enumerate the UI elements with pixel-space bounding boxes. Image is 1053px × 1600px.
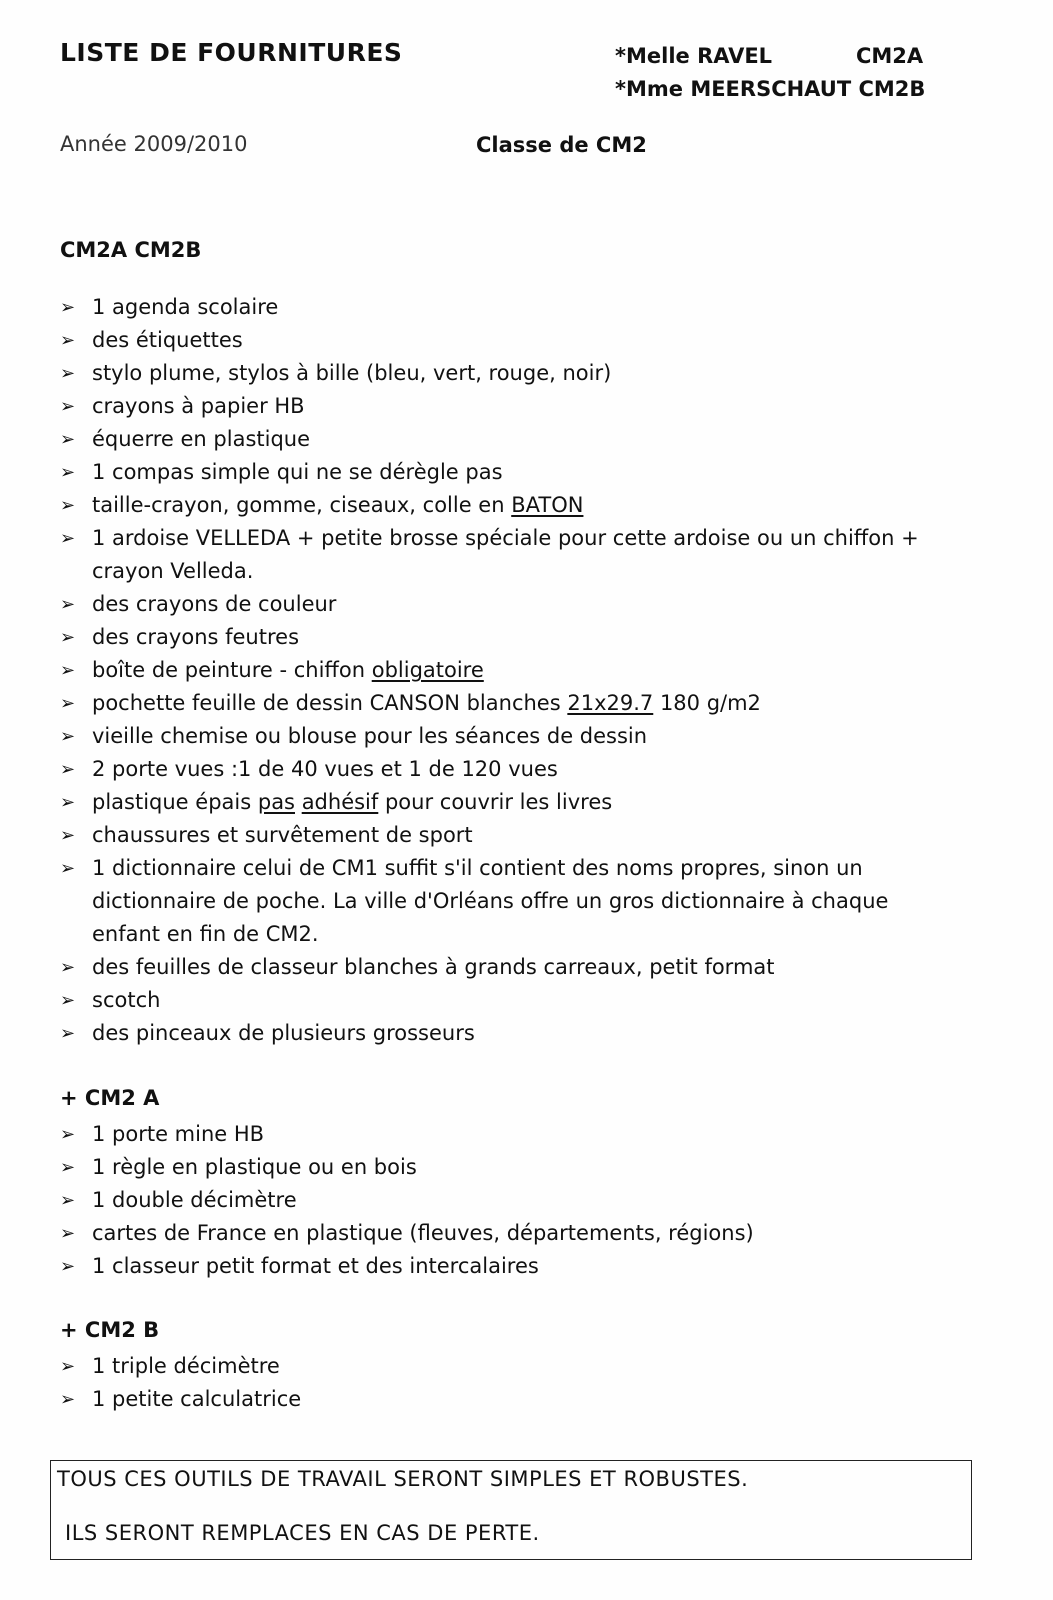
list-item-emphasis: BATON [511,493,584,517]
list-item-emphasis: adhésif [301,790,379,814]
list-item-text: pochette feuille de dessin CANSON blanches [92,691,568,715]
list-item-text: 1 agenda scolaire [92,295,279,319]
arrow-bullet-icon: ➢ [60,1389,76,1410]
arrow-bullet-icon: ➢ [60,627,76,648]
list-item-emphasis: pas [257,790,295,814]
arrow-bullet-icon: ➢ [60,396,76,417]
arrow-bullet-icon: ➢ [60,1223,76,1244]
list-item-text: 1 double décimètre [92,1188,297,1212]
list-item-text: plastique épais [92,790,258,814]
arrow-bullet-icon: ➢ [60,297,76,318]
teacher-meerschaut: *Mme MEERSCHAUT CM2B [615,77,926,101]
arrow-bullet-icon: ➢ [60,825,76,846]
list-item-text: des pinceaux de plusieurs grosseurs [92,1021,475,1045]
list-item [60,852,960,951]
list-item-text: 1 petite calculatrice [92,1387,302,1411]
list-item-text: 1 triple décimètre [92,1354,280,1378]
arrow-bullet-icon: ➢ [60,1023,76,1044]
list-item-text: 1 porte mine HB [92,1122,265,1146]
list-item [60,984,960,1017]
list-item [60,522,960,588]
list-item-text: chaussures et survêtement de sport [92,823,473,847]
list-item [60,291,960,324]
list-item-text: vieille chemise ou blouse pour les séances de dessin [92,724,648,748]
arrow-bullet-icon: ➢ [60,495,76,516]
list-item-text: des étiquettes [92,328,243,352]
main-supply-list [60,291,960,1050]
list-item-text: taille-crayon, gomme, ciseaux, colle en [92,493,512,517]
arrow-bullet-icon: ➢ [60,1356,76,1377]
list-item-text: scotch [92,988,161,1012]
document-title: LISTE DE FOURNITURES [60,38,403,67]
list-item-emphasis: obligatoire [371,658,484,682]
notice-box [50,1460,972,1560]
list-item [60,786,960,819]
list-item-text: 1 dictionnaire celui de CM1 suffit s'il contient des noms propres, sinon un dictionnaire de poche. La ville d'Orléans offre un gros dictionnaire à chaque enfant en fin de CM2. [92,856,889,946]
arrow-bullet-icon: ➢ [60,330,76,351]
list-item [60,1350,960,1383]
list-item [60,951,960,984]
list-item-text [295,790,302,814]
list-item-text: 180 g/m2 [653,691,761,715]
list-item-text: des feuilles de classeur blanches à grands carreaux, petit format [92,955,775,979]
list-item [60,324,960,357]
list-item [60,1250,960,1283]
section-a-supply-list [60,1118,960,1283]
arrow-bullet-icon: ➢ [60,429,76,450]
list-item-text: 2 porte vues :1 de 40 vues et 1 de 120 vues [92,757,558,781]
arrow-bullet-icon: ➢ [60,1157,76,1178]
arrow-bullet-icon: ➢ [60,858,76,879]
list-item-text: 1 règle en plastique ou en bois [92,1155,417,1179]
main-section-heading: CM2A CM2B [60,238,202,262]
list-item [60,390,960,423]
list-item [60,1151,960,1184]
notice-line-1: TOUS CES OUTILS DE TRAVAIL SERONT SIMPLES ET ROBUSTES. [57,1467,749,1491]
arrow-bullet-icon: ➢ [60,1190,76,1211]
teacher-ravel-class: CM2A [856,44,924,68]
section-a-heading: + CM2 A [60,1086,160,1110]
arrow-bullet-icon: ➢ [60,759,76,780]
list-item-text: 1 classeur petit format et des intercalaires [92,1254,539,1278]
arrow-bullet-icon: ➢ [60,528,76,549]
list-item-text: crayons à papier HB [92,394,305,418]
arrow-bullet-icon: ➢ [60,726,76,747]
list-item-emphasis: 21x29.7 [567,691,654,715]
list-item [60,423,960,456]
class-title: Classe de CM2 [476,133,647,157]
arrow-bullet-icon: ➢ [60,693,76,714]
list-item [60,720,960,753]
list-item [60,456,960,489]
list-item [60,588,960,621]
arrow-bullet-icon: ➢ [60,1256,76,1277]
list-item [60,621,960,654]
list-item [60,1217,960,1250]
arrow-bullet-icon: ➢ [60,594,76,615]
list-item-text: stylo plume, stylos à bille (bleu, vert, rouge, noir) [92,361,612,385]
list-item [60,687,960,720]
list-item [60,489,960,522]
arrow-bullet-icon: ➢ [60,462,76,483]
list-item-text: des crayons feutres [92,625,300,649]
list-item-text: des crayons de couleur [92,592,337,616]
list-item [60,357,960,390]
list-item [60,1383,960,1416]
arrow-bullet-icon: ➢ [60,792,76,813]
list-item [60,1184,960,1217]
section-b-heading: + CM2 B [60,1318,160,1342]
arrow-bullet-icon: ➢ [60,1124,76,1145]
list-item-text: 1 compas simple qui ne se dérègle pas [92,460,503,484]
list-item-text: équerre en plastique [92,427,311,451]
list-item-text: 1 ardoise VELLEDA + petite brosse spéciale pour cette ardoise ou un chiffon + crayon Velleda. [92,526,919,583]
teacher-ravel: *Melle RAVEL [615,44,773,68]
list-item [60,753,960,786]
arrow-bullet-icon: ➢ [60,990,76,1011]
arrow-bullet-icon: ➢ [60,957,76,978]
list-item-text: cartes de France en plastique (fleuves, départements, régions) [92,1221,754,1245]
list-item [60,654,960,687]
list-item [60,819,960,852]
arrow-bullet-icon: ➢ [60,660,76,681]
notice-line-2: ILS SERONT REMPLACES EN CAS DE PERTE. [65,1521,540,1545]
list-item-text: boîte de peinture - chiffon [92,658,372,682]
list-item [60,1118,960,1151]
list-item-text: pour couvrir les livres [378,790,613,814]
section-b-supply-list [60,1350,960,1416]
school-year: Année 2009/2010 [60,132,248,156]
list-item [60,1017,960,1050]
arrow-bullet-icon: ➢ [60,363,76,384]
